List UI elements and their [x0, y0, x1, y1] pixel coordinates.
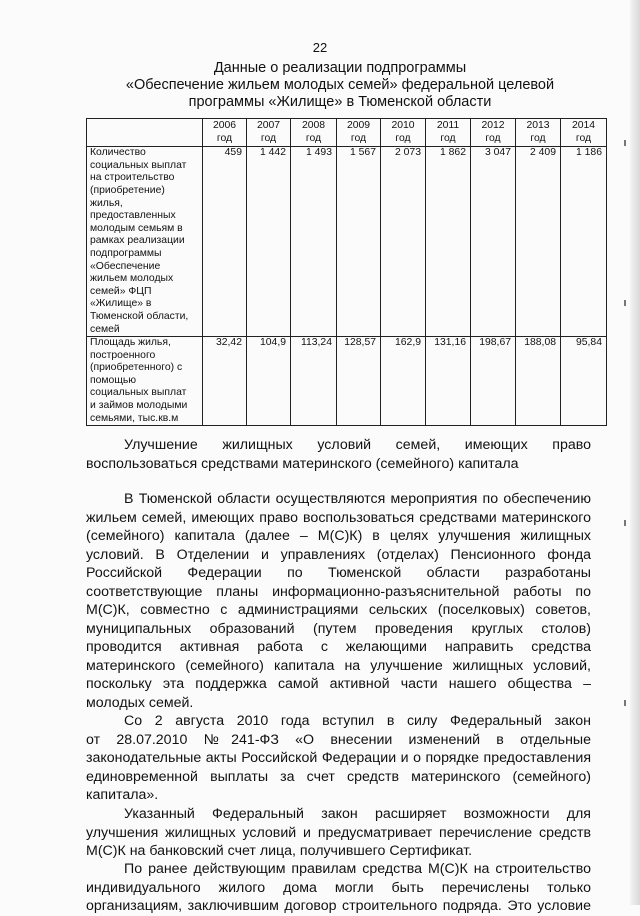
paragraph-line: законодательные акты Российской Федерации и о порядке предоставления	[86, 750, 591, 766]
paragraph-line: Российской Федерации по Тюменской области разработаны	[86, 565, 591, 581]
table-cell: 1 862	[426, 147, 471, 337]
title-line: «Обеспечение жильем молодых семей» федеральной целевой	[125, 77, 555, 93]
paragraph-line: улучшения жилищных условий и предусматривает перечисление средств	[86, 824, 591, 841]
table-cell: 32,42	[203, 337, 247, 426]
paragraph-line: М(С)К на банковский счет лица, получившего Сертификат.	[86, 843, 473, 859]
paragraph-line: капитала».	[86, 787, 159, 803]
header-cell: 2011 год	[426, 119, 471, 147]
paragraph-line: молодых семей.	[86, 694, 194, 711]
table-row	[87, 337, 607, 426]
table-title	[120, 60, 560, 111]
table-cell: 188,08	[516, 337, 561, 426]
paragraph-line: проводится активная работа с желающими направить средства	[86, 639, 591, 655]
paragraph-line: М(С)К, совместно с администрациями сельских (поселковых) советов,	[86, 602, 591, 618]
scan-mark	[624, 140, 626, 146]
row-label: Количество социальных выплат на строительство (приобретение) жилья, предоставленных молодым семьям в рамках реализации подпрограммы «Обеспечение жильем молодых семей» ФЦП «Жилище» в Тюменской области, семей	[87, 147, 203, 337]
table-cell: 2 409	[516, 147, 561, 337]
paragraph-line: жильем семей, имеющих право воспользоваться средствами материнского	[86, 509, 591, 526]
table-cell: 95,84	[561, 337, 607, 426]
table-header-row	[87, 119, 607, 147]
header-cell: 2012 год	[471, 119, 516, 147]
body-paragraph	[86, 860, 591, 916]
paragraph-line: В Тюменской области осуществляются мероприятия по обеспечению	[124, 491, 591, 507]
paragraph-line: муниципальных образований (путем проведения круглых столов)	[86, 620, 591, 637]
scan-mark	[624, 700, 626, 706]
paragraph-line: единовременной выплаты за счет средств материнского (семейного)	[86, 768, 591, 785]
paragraph-line: Указанный Федеральный закон расширяет возможности для	[124, 806, 591, 822]
header-cell: 2006 год	[203, 119, 247, 147]
table-cell: 113,24	[291, 337, 337, 426]
paragraph-line: поскольку эта поддержка самой активной части нашего общества –	[86, 676, 591, 692]
header-cell-empty	[87, 119, 203, 147]
table-cell: 162,9	[381, 337, 426, 426]
paragraph-line: (семейного) капитала (далее – М(С)К) в целях улучшения жилищных	[86, 528, 591, 544]
body-paragraph	[86, 805, 591, 861]
table-cell: 104,9	[247, 337, 291, 426]
section-heading	[86, 436, 591, 473]
row-label: Площадь жилья, построенного (приобретенного) с помощью социальных выплат и займов молодыми семьями, тыс.кв.м	[87, 337, 203, 426]
title-line: программы «Жилище» в Тюменской области	[188, 94, 492, 110]
paragraph-line: материнского (семейного) капитала на улучшение жилищных условий,	[86, 657, 591, 674]
scan-edge	[630, 0, 640, 905]
title-line: Данные о реализации подпрограммы	[213, 60, 467, 76]
paragraph-line: Со 2 августа 2010 года вступил в силу Федеральный закон	[124, 713, 591, 729]
table-cell: 198,67	[471, 337, 516, 426]
paragraph-line: условий. В Отделении и управлениях (отделах) Пенсионного фонда	[86, 546, 591, 563]
heading-line: воспользоваться средствами материнского (семейного) капитала	[86, 455, 519, 472]
table-row	[87, 147, 607, 337]
table-cell: 1 567	[337, 147, 381, 337]
table-cell: 1 442	[247, 147, 291, 337]
paragraph-line: от 28.07.2010 №241-ФЗ «О внесении изменений в отдельные	[86, 731, 591, 748]
table-cell: 1 186	[561, 147, 607, 337]
header-cell: 2007 год	[247, 119, 291, 147]
scan-mark	[624, 300, 626, 306]
data-table	[86, 118, 607, 426]
scan-mark	[624, 520, 626, 526]
paragraph-line: организациям, заключившим договор строительного подряда. Это условие	[86, 898, 591, 914]
header-cell: 2013 год	[516, 119, 561, 147]
table-cell: 131,16	[426, 337, 471, 426]
paragraph-line: индивидуального жилого дома могли быть перечислены только	[86, 879, 591, 896]
table-cell: 3 047	[471, 147, 516, 337]
table-cell: 459	[203, 147, 247, 337]
header-cell: 2010 год	[381, 119, 426, 147]
table-cell: 128,57	[337, 337, 381, 426]
header-cell: 2009 год	[337, 119, 381, 147]
paragraph-line: соответствующие планы информационно-разъяснительной работы по	[86, 583, 591, 600]
heading-line: Улучшение жилищных условий семей, имеющих право	[124, 437, 591, 453]
page-number: 22	[312, 40, 328, 55]
table-cell: 1 493	[291, 147, 337, 337]
body-paragraph	[86, 490, 591, 712]
paragraph-line: По ранее действующим правилам средства М(С)К на строительство	[124, 861, 591, 877]
table-cell: 2 073	[381, 147, 426, 337]
body-paragraph	[86, 712, 591, 805]
header-cell: 2014 год	[561, 119, 607, 147]
header-cell: 2008 год	[291, 119, 337, 147]
